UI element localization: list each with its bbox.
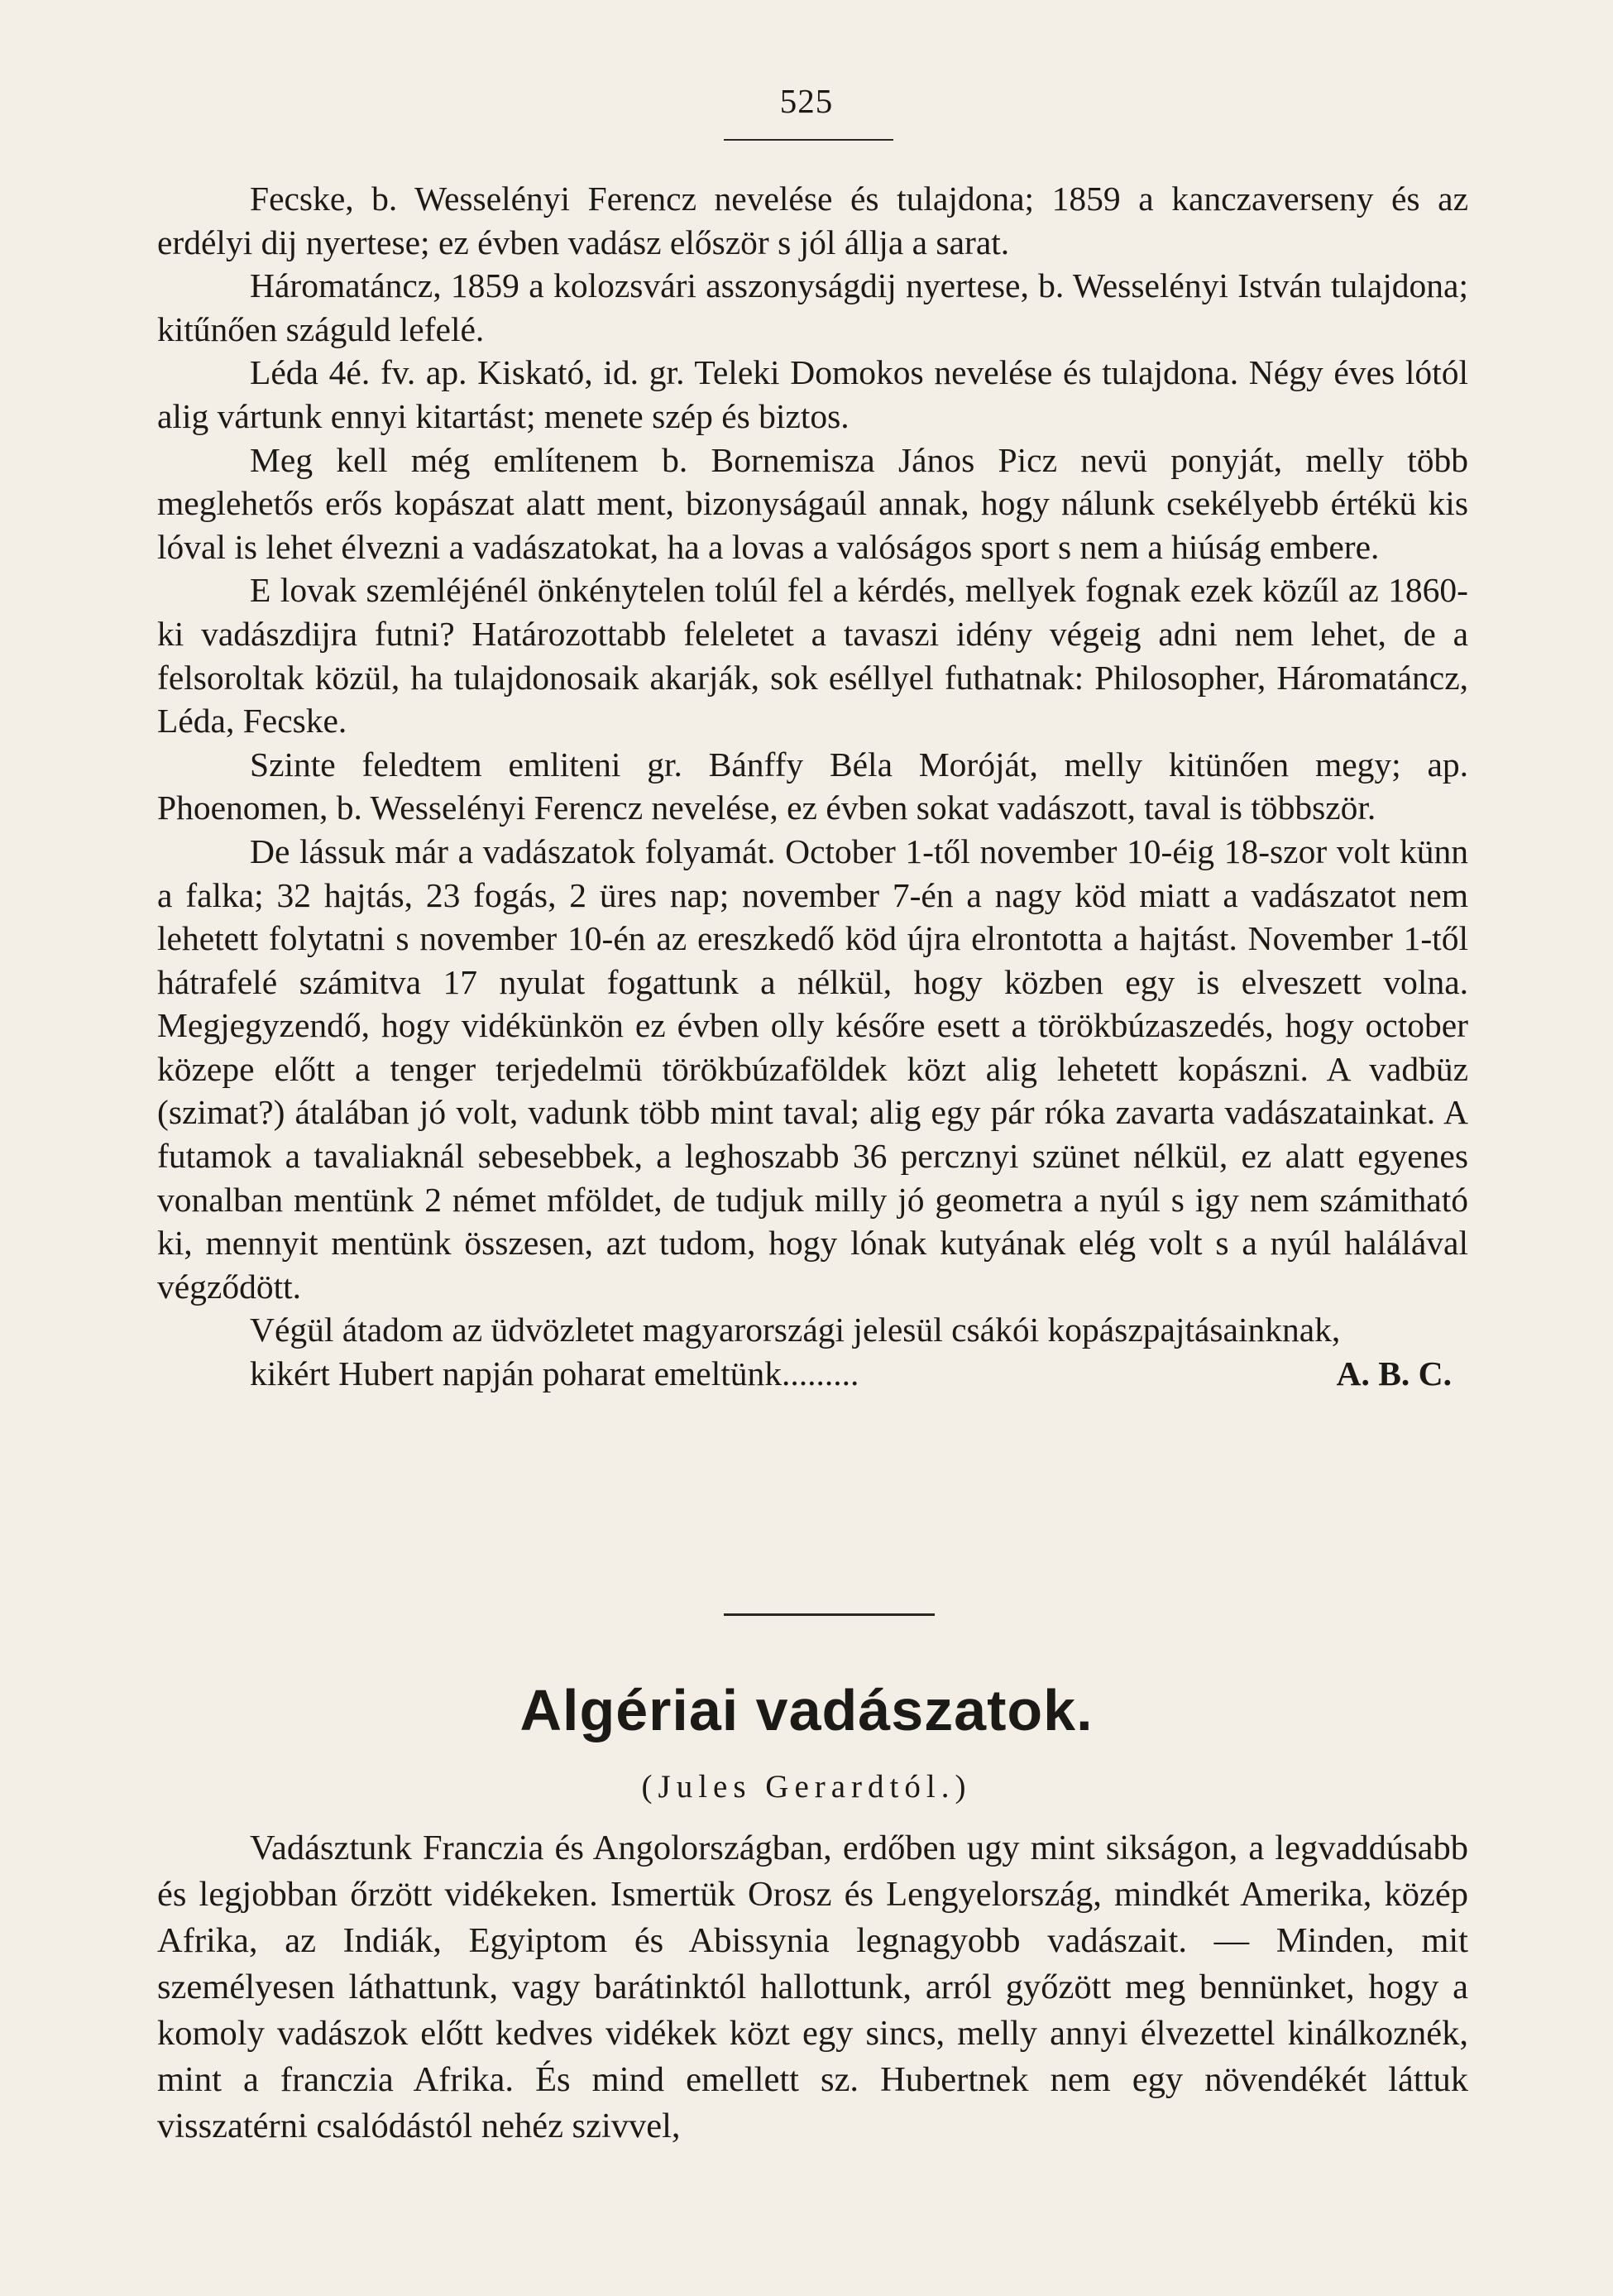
closing-text: kikért Hubert napján poharat emeltünk.........: [250, 1354, 859, 1393]
section-divider: [724, 1613, 935, 1616]
paragraph-picz: Meg kell még említenem b. Bornemisza János Picz nevü ponyját, melly több meglehetős erős kopászat alatt ment, bizonyságaúl annak, hogy nálunk csekélyebb értékü kis lóval is lehet élvezni a vadászatokat, ha a lovas a valóságos sport s nem a hiúság embere.: [157, 440, 1468, 566]
article-title: Algériai vadászatok.: [519, 1678, 1094, 1742]
paragraph-question: E lovak szemléjénél önkénytelen tolúl fel a kérdés, mellyek fognak ezek közűl az 1860-ki vadászdijra futni? Határozottabb feleletet a tavaszi idény végeig adni nem lehet, de a felsoroltak közül, ha tulajdonosaik akarják, sok eséllyel futhatnak: Philosopher, Háromatáncz, Léda, Fecske.: [157, 571, 1468, 741]
paragraph-leda: Léda 4é. fv. ap. Kiskató, id. gr. Teleki Domokos nevelése és tulajdona. Négy éves lótól alig vártunk ennyi kitartást; menete szép és biztos.: [157, 353, 1468, 435]
author-signature: A. B. C.: [1336, 1354, 1452, 1393]
page-number: 525: [779, 82, 834, 120]
closing-line: [157, 1352, 1468, 1396]
page-number-rule: [724, 139, 893, 141]
paragraph-hunt-report: De lássuk már a vadászatok folyamát. October 1-től november 10-éig 18-szor volt künn a falka; 32 hajtás, 23 fogás, 2 üres nap; november 7-én a nagy köd miatt a vadászatot nem lehetett folytatni s november 10-én az ereszkedő köd újra elrontotta a hajtást. November 1-től hátrafelé számitva 17 nyulat fogattunk a nélkül, hogy közben egy is elveszett volna. Megjegyzendő, hogy vidékünkön ez évben olly későre esett a törökbúzaszedés, hogy october közepe előtt a tenger terjedelmü törökbúzaföldek közt alig lehetett kopászni. A vadbüz (szimat?) átalában jó volt, vadunk több mint taval; alig egy pár róka zavarta vadászatainkat. A futamok a tavaliaknál sebesebbek, a leghoszabb 36 percznyi szünet nélkül, ez alatt egyenes vonalban mentünk 2 német mföldet, de tudjuk milly jó geometra a nyúl s igy nem számitható ki, mennyit mentünk összesen, azt tudom, hogy lónak kutyának elég volt s a nyúl halálával végződött.: [157, 832, 1468, 1306]
article-body: [157, 1825, 1468, 2150]
paragraph-haromatancz: Háromatáncz, 1859 a kolozsvári asszonyságdij nyertese, b. Wesselényi István tulajdona; kitűnően száguld lefelé.: [157, 266, 1468, 348]
previous-article-continuation: [157, 177, 1468, 1396]
paragraph-greeting: Végül átadom az üdvözletet magyarországi jelesül csákói kopászpajtásainknak,: [250, 1311, 1341, 1349]
paragraph-moro: Szinte feledtem emliteni gr. Bánffy Béla Moróját, melly kitünően megy; ap. Phoenomen, b. Wesselényi Ferencz nevelése, ez évben sokat vadászott, taval is többször.: [157, 745, 1468, 827]
article-byline: (Jules Gerardtól.): [641, 1769, 972, 1805]
article-paragraph: Vadásztunk Franczia és Angolországban, erdőben ugy mint sikságon, a legvaddúsabb és legjobban őrzött vidékeken. Ismertük Orosz és Lengyelország, mindkét Amerika, közép Afrika, az Indiák, Egyiptom és Abissynia legnagyobb vadászait. — Minden, mit személyesen láthattunk, vagy barátinktól hallottunk, arról győzött meg bennünket, hogy a komoly vadászok előtt kedves vidékek közt egy sincs, melly annyi élvezettel kinálkoznék, mint a franczia Afrika. És mind emellett sz. Hubertnek nem egy növendékét láttuk visszatérni csalódástól nehéz szivvel,: [157, 1829, 1468, 2145]
paragraph-fecske: Fecske, b. Wesselényi Ferencz nevelése és tulajdona; 1859 a kanczaverseny és az erdélyi dij nyertese; ez évben vadász először s jól állja a sarat.: [157, 180, 1468, 261]
